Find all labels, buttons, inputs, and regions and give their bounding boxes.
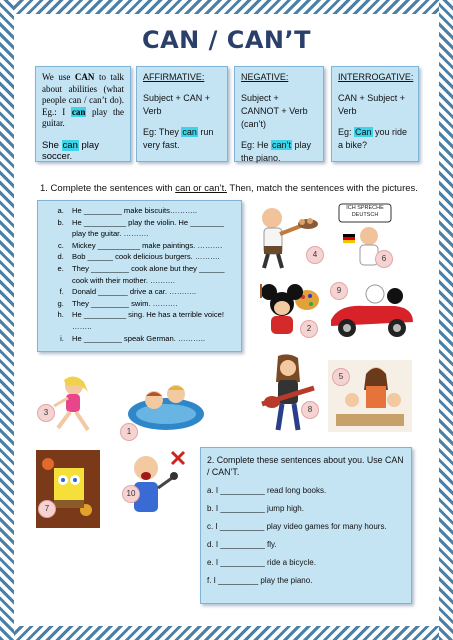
affirmative-rule: Subject + CAN + Verb <box>143 93 211 116</box>
question-2-title: 2. Complete these sentences about you. Use CAN / CAN’T. <box>207 455 404 477</box>
picture-number: 6 <box>375 250 393 268</box>
border-top <box>0 0 453 14</box>
picture-number: 10 <box>122 485 140 503</box>
sentence-item: g. They _________ swim. ………. <box>66 298 235 310</box>
sentence-list <box>44 205 235 344</box>
q2-line: f. I _________ play the piano. <box>207 576 313 585</box>
affirmative-heading: AFFIRMATIVE: <box>143 72 205 82</box>
intro-box <box>35 66 131 162</box>
interrogative-box <box>331 66 419 162</box>
negative-example: Eg: He can’t play the piano. <box>241 140 312 163</box>
intro-example: She can play soccer. <box>42 139 99 162</box>
sentence-item: f. Donald _______ drive a car. ……….. <box>66 286 235 298</box>
sentence-item: i. He _________ speak German. ……….. <box>66 333 235 345</box>
picture-number: 4 <box>306 246 324 264</box>
picture-number: 5 <box>332 368 350 386</box>
sentence-list-box <box>37 200 242 352</box>
picture-number: 9 <box>330 282 348 300</box>
affirmative-box <box>136 66 228 162</box>
negative-rule: Subject + CANNOT + Verb (can’t) <box>241 93 308 129</box>
negative-box <box>234 66 324 162</box>
border-right <box>439 0 453 640</box>
sentence-item: e. They _________ cook alone but they ______ cook with their mother. ………. <box>66 263 235 286</box>
q2-line: b. I __________ jump high. <box>207 504 304 513</box>
q2-line: a. I __________ read long books. <box>207 486 327 495</box>
q2-line: e. I __________ ride a bicycle. <box>207 558 316 567</box>
picture-number: 1 <box>120 423 138 441</box>
sentence-item: b. He __________ play the violin. He ________ play the guitar. ………. <box>66 217 235 240</box>
picture-number: 2 <box>300 320 318 338</box>
border-left <box>0 0 14 640</box>
picture-number: 8 <box>301 401 319 419</box>
picture-number: 7 <box>38 500 56 518</box>
sentence-item: c. Mickey __________ make paintings. ………. <box>66 240 235 252</box>
interrogative-heading: INTERROGATIVE: <box>338 72 414 82</box>
picture-number: 3 <box>37 404 55 422</box>
negative-heading: NEGATIVE: <box>241 72 289 82</box>
intro-text: We use CAN to talk about abilities (what people can / can’t do). Eg.: I can play the guitar. <box>42 72 125 128</box>
affirmative-example: Eg: They can run very fast. <box>143 127 214 150</box>
interrogative-rule: CAN + Subject + Verb <box>338 93 406 116</box>
q2-line: c. I __________ play video games for many hours. <box>207 522 387 531</box>
picture-guitar-player <box>258 352 320 432</box>
sentence-item: d. Bob ______ cook delicious burgers. ………. <box>66 251 235 263</box>
interrogative-example: Eg: Can you ride a bike? <box>338 127 408 150</box>
sentence-item: h. He __________ sing. He has a terrible voice! …….. <box>66 309 235 332</box>
q2-line: d. I __________ fly. <box>207 540 277 549</box>
border-bottom <box>0 626 453 640</box>
sentence-item: a. He _________ make biscuits……….. <box>66 205 235 217</box>
page-title: CAN / CAN’T <box>141 26 311 54</box>
question-2-box <box>200 447 412 604</box>
speech-bubble-text: ICH SPRECHE DEUTSCH <box>346 205 384 218</box>
question-1-instruction: 1. Complete the sentences with can or can’t. Then, match the sentences with the pictures. <box>40 183 418 194</box>
